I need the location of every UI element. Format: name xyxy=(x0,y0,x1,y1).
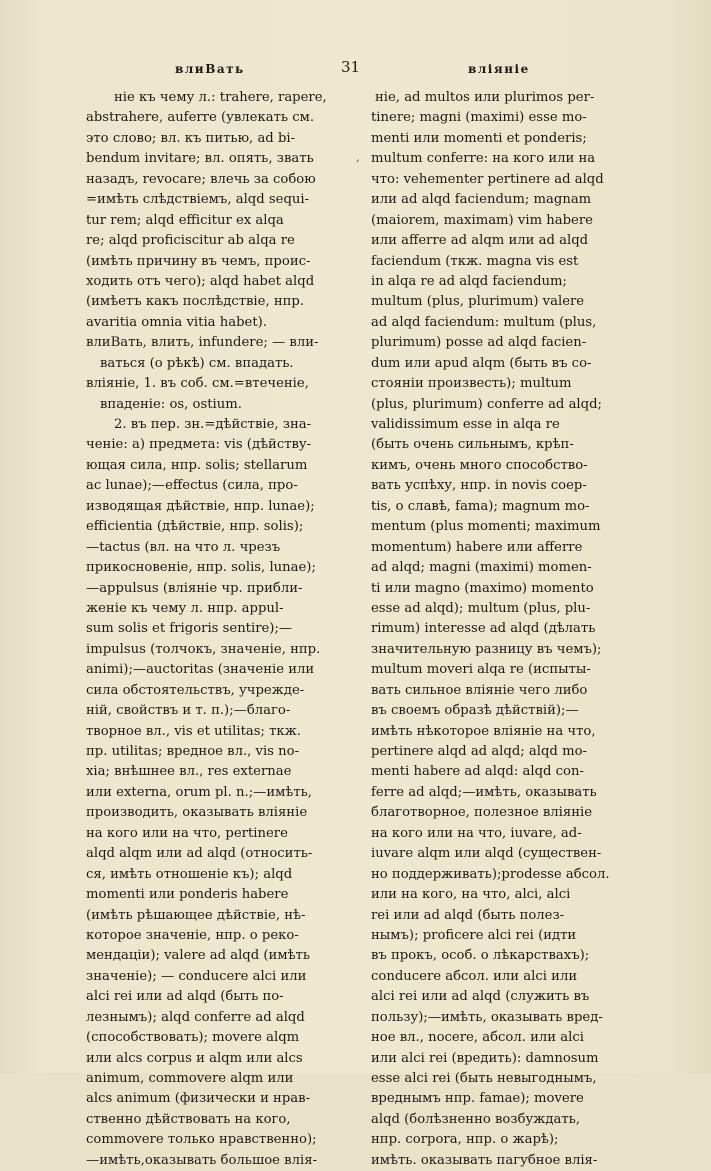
text-line: впаденіе: os, ostium. xyxy=(100,396,242,412)
text-line: —appulsus (вліяніе чр. прибли- xyxy=(86,580,303,596)
text-line: alcs animum (физически и нрав- xyxy=(86,1091,311,1107)
text-line: вліяніе, 1. въ соб. см.=втеченіе, xyxy=(86,376,309,392)
text-line: ваться (о рѣкѣ) см. впадать. xyxy=(100,355,294,371)
text-line: на кого или на что, iuvare, ad- xyxy=(371,825,582,841)
text-line: или afferre ad alqm или ad alqd xyxy=(371,233,589,249)
text-line: ferre ad alqd;—имѣть, оказывать xyxy=(371,784,597,800)
text-line: (имѣть рѣшающее дѣйствіе, нѣ- xyxy=(86,907,306,923)
text-line: (maiorem, maximam) vim habere xyxy=(371,212,593,228)
text-line: ное вл., nocere, абсол. или alci xyxy=(371,1030,584,1046)
text-line: что: vehementer pertinere ad alqd xyxy=(371,171,604,187)
text-line: multum conferre: на кого или на xyxy=(371,151,596,167)
text-line: ніе къ чему л.: trahere, rapere, xyxy=(114,90,327,105)
text-line: pertinere alqd ad alqd; alqd mo- xyxy=(371,744,587,759)
text-line: (быть очень сильнымъ, крѣп- xyxy=(371,437,574,453)
text-line: нымъ); proficere alci rei (идти xyxy=(371,927,577,943)
text-line: производить, оказывать вліяніе xyxy=(86,805,308,821)
text-line: momenti или ponderis habere xyxy=(86,887,289,903)
text-line: значительную разницу въ чемъ); xyxy=(371,641,602,657)
text-line: изводящая дѣйствіе, нпр. lunae); xyxy=(86,498,315,514)
text-line: ніе, ad multos или plurimos per- xyxy=(375,90,595,105)
text-line: вать сильное вліяніе чего либо xyxy=(371,682,588,698)
text-line: которое значеніе, нпр. о реко- xyxy=(86,927,299,943)
text-line: alqd alqm или ad alqd (относить- xyxy=(86,846,313,862)
text-line: значеніе); — conducere alci или xyxy=(86,968,307,984)
text-line: menti habere ad alqd: alqd con- xyxy=(371,764,584,780)
text-line: ad alqd; magni (maximi) momen- xyxy=(371,560,592,576)
text-line: =имѣть слѣдствіемъ, alqd sequi- xyxy=(86,192,310,208)
text-line: tur rem; alqd efficitur ex alqa xyxy=(86,212,284,228)
text-line: имѣть. оказывать пагубное влія- xyxy=(371,1152,598,1168)
text-line: multum (plus, plurimum) valere xyxy=(371,294,585,310)
text-line: re; alqd proficiscitur ab alqa re xyxy=(86,233,295,249)
text-line: animi);—auctoritas (значеніе или xyxy=(86,662,315,678)
text-line: esse alci rei (быть невыгоднымъ, xyxy=(371,1071,597,1086)
text-line: нпр. corpora, нпр. о жарѣ); xyxy=(371,1132,559,1148)
text-line: mentum (plus momenti; maximum xyxy=(371,519,601,535)
text-line: faciendum (ткж. magna vis est xyxy=(371,253,579,269)
text-line: (способствовать); movere alqm xyxy=(86,1030,300,1046)
text-line: ti или magno (maximo) momento xyxy=(371,580,594,596)
text-line: —tactus (вл. на что л. чрезъ xyxy=(86,539,281,555)
text-line: творное вл., vis et utilitas; ткж. xyxy=(86,723,301,739)
text-line: это слово; вл. къ питью, ad bi- xyxy=(86,130,296,146)
text-line: avaritia omnia vitia habet). xyxy=(86,314,267,330)
text-line: esse ad alqd); multum (plus, plu- xyxy=(371,600,591,616)
text-line: или ad alqd faciendum; magnam xyxy=(371,192,592,208)
text-line: ся, имѣть отношеніе къ); alqd xyxy=(86,866,293,882)
text-line: или alci rei (вредить): damnosum xyxy=(371,1050,599,1066)
text-line: мендаціи); valere ad alqd (имѣть xyxy=(86,948,311,964)
text-line: но поддерживать);prodesse абсол. xyxy=(371,866,610,882)
text-line: alci rei или ad alqd (быть по- xyxy=(86,989,284,1005)
text-line: alci rei или ad alqd (служить въ xyxy=(371,989,590,1005)
right-column xyxy=(371,88,633,1171)
text-line: in alqa re ad alqd faciendum; xyxy=(371,273,567,289)
text-line: sum solis et frigoris sentire);— xyxy=(86,621,293,637)
text-line: кимъ, очень много способство- xyxy=(371,457,588,473)
text-line: ченіе: а) предмета: vis (дѣйству- xyxy=(86,437,312,453)
text-line: ходить отъ чего); alqd habet alqd xyxy=(86,273,315,289)
left-running-head: влиВать xyxy=(175,62,245,76)
text-line: сила обстоятельствъ, учрежде- xyxy=(86,682,305,698)
text-line: прикосновеніе, нпр. solis, lunae); xyxy=(86,560,316,576)
text-line: efficientia (дѣйствіе, нпр. solis); xyxy=(86,519,304,535)
text-line: (имѣть причину въ чемъ, проис- xyxy=(86,253,311,269)
text-line: commovere только нравственно); xyxy=(86,1132,317,1148)
text-line: ac lunae);—effectus (сила, про- xyxy=(86,478,298,494)
text-line: или на кого, на что, alci, alci xyxy=(371,887,571,903)
text-line: въ своемъ образѣ дѣйствій);— xyxy=(371,703,579,719)
text-line: iuvare alqm или alqd (существен- xyxy=(371,846,602,862)
text-line: dum или apud alqm (быть въ со- xyxy=(371,355,592,371)
text-line: стояніи произвесть); multum xyxy=(371,376,572,392)
text-line: ственно дѣйствовать на кого, xyxy=(86,1111,291,1127)
text-line: вреднымъ нпр. famae); movere xyxy=(371,1091,584,1107)
right-running-head: вліяніе xyxy=(468,62,530,76)
text-line: лезнымъ); alqd conferre ad alqd xyxy=(86,1009,305,1025)
text-line: bendum invitare; вл. опять, звать xyxy=(86,151,314,167)
text-line: ній, свойствъ и т. п.);—благо- xyxy=(86,703,291,719)
text-line: validissimum esse in alqa re xyxy=(371,417,560,432)
text-line: назадъ, revocare; влечь за собою xyxy=(86,171,316,187)
text-line: animum, commovere alqm или xyxy=(86,1071,294,1086)
text-line: tis, о славѣ, fama); magnum mo- xyxy=(371,498,590,514)
text-line: ad alqd faciendum: multum (plus, xyxy=(371,314,597,330)
text-line: (имѣетъ какъ послѣдствіе, нпр. xyxy=(86,294,305,310)
text-line: momentum) habere или afferre xyxy=(371,539,583,555)
text-line: impulsus (толчокъ, значеніе, нпр. xyxy=(86,641,321,657)
text-line: на кого или на что, pertinere xyxy=(86,825,288,841)
text-line: или alcs corpus и alqm или alcs xyxy=(86,1050,303,1066)
text-line: вать успѣху, нпр. in novis coep- xyxy=(371,478,587,494)
text-line: ющая сила, нпр. solis; stellarum xyxy=(86,457,308,473)
text-line: женіе къ чему л. нпр. appul- xyxy=(86,600,284,616)
text-line: —имѣть,оказывать большое влія- xyxy=(86,1152,317,1168)
text-line: tinere; magni (maximi) esse mo- xyxy=(371,110,587,126)
text-line: conducere абсол. или alci или xyxy=(371,968,578,984)
text-line: (plus, plurimum) conferre ad alqd; xyxy=(371,396,602,412)
text-line: rimum) interesse ad alqd (дѣлать xyxy=(371,621,596,637)
margin-mark: , xyxy=(356,150,360,164)
text-line: влиВать, влить, infundere; — вли- xyxy=(86,335,319,351)
text-line: plurimum) posse ad alqd facien- xyxy=(371,335,587,351)
text-line: пользу);—имѣть, оказывать вред- xyxy=(371,1009,603,1025)
text-line: въ прокъ, особ. о лѣкарствахъ); xyxy=(371,948,590,964)
text-line: 2. въ пер. зн.=дѣйствіе, зна- xyxy=(114,417,312,432)
page-number: 31 xyxy=(341,58,361,76)
text-line: имѣть нѣкоторое вліяніе на что, xyxy=(371,723,596,739)
text-line: благотворное, полезное вліяніе xyxy=(371,805,593,821)
left-column xyxy=(86,88,348,1171)
text-line: multum moveri alqa re (испыты- xyxy=(371,662,591,678)
text-line: menti или momenti et ponderis; xyxy=(371,130,587,146)
text-line: alqd (болѣзненно возбуждать, xyxy=(371,1111,581,1127)
text-line: пр. utilitas; вредное вл., vis no- xyxy=(86,744,300,759)
text-line: xia; внѣшнее вл., res externae xyxy=(86,764,292,780)
text-line: или externa, orum pl. n.;—имѣть, xyxy=(86,784,312,800)
text-line: abstrahere, auferre (увлекать см. xyxy=(86,110,315,126)
page-header xyxy=(0,58,711,82)
text-line: rei или ad alqd (быть полез- xyxy=(371,907,565,923)
